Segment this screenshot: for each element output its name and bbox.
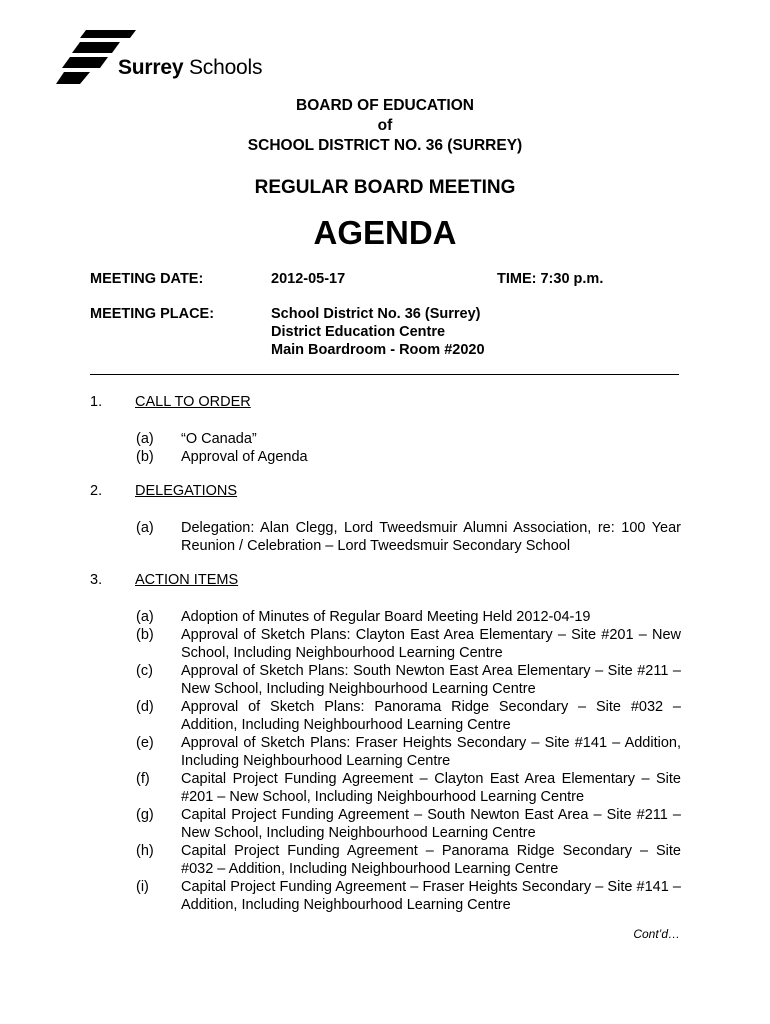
agenda-title: AGENDA [313,214,457,251]
agenda-item [136,662,681,698]
item-text: Capital Project Funding Agreement – Fraser Heights Secondary – Site #141 – Addition, Including Neighbourhood Learning Centre [181,879,681,913]
item-text: Approval of Sketch Plans: Fraser Heights Secondary – Site #141 – Addition, Including Neighbourhood Learning Centre [181,735,681,769]
section-3-items [136,608,681,914]
item-letter: (h) [136,843,154,859]
place-line: Main Boardroom - Room #2020 [271,342,485,358]
item-text: Approval of Sketch Plans: South Newton East Area Elementary – Site #211 – New School, Including Neighbourhood Learning Centre [181,663,681,697]
item-text: Capital Project Funding Agreement – South Newton East Area – Site #211 – New School, Including Neighbourhood Learning Centre [181,807,681,841]
divider [90,374,679,375]
item-letter: (b) [136,449,154,465]
meeting-time: TIME: 7:30 p.m. [497,271,604,287]
item-letter: (i) [136,879,149,895]
item-text: Adoption of Minutes of Regular Board Meeting Held 2012-04-19 [181,609,591,625]
item-text: Delegation: Alan Clegg, Lord Tweedsmuir Alumni Association, re: 100 Year Reunion / Celebration – Lord Tweedsmuir Secondary School [181,520,681,554]
section-title: CALL TO ORDER [135,394,251,410]
item-letter: (a) [136,431,154,447]
continued-note: Cont’d… [633,927,680,941]
agenda-item [136,770,681,806]
item-text: “O Canada” [181,431,257,447]
logo-word-schools: Schools [188,56,263,79]
place-line: District Education Centre [271,324,446,340]
agenda-item [136,734,681,770]
agenda-item [136,626,681,662]
section-number: 3. [90,572,103,588]
item-text: Capital Project Funding Agreement – Panorama Ridge Secondary – Site #032 – Addition, Including Neighbourhood Learning Centre [181,843,681,877]
surrey-schools-logo [56,30,296,88]
item-text: Approval of Sketch Plans: Clayton East Area Elementary – Site #201 – New School, Including Neighbourhood Learning Centre [181,627,681,661]
item-letter: (b) [136,627,154,643]
item-text: Approval of Agenda [181,449,308,465]
item-text: Capital Project Funding Agreement – Clayton East Area Elementary – Site #201 – New School, Including Neighbourhood Learning Centre [181,771,681,805]
place-line: School District No. 36 (Surrey) [271,306,481,322]
item-letter: (e) [136,735,154,751]
header-line-3: SCHOOL DISTRICT NO. 36 (SURREY) [247,137,523,154]
agenda-item [136,878,681,914]
item-text: Approval of Sketch Plans: Panorama Ridge Secondary – Site #032 – Addition, Including Neighbourhood Learning Centre [181,699,681,733]
agenda-item [136,842,681,878]
agenda-item [136,448,681,466]
meeting-place-value [271,305,485,359]
agenda-item [136,806,681,842]
logo-wordmark [118,56,262,80]
section-title: ACTION ITEMS [135,572,239,588]
item-letter: (f) [136,771,150,787]
item-letter: (c) [136,663,153,679]
agenda-item [136,519,681,555]
section-1-items [136,430,681,466]
section-number: 1. [90,394,103,410]
header-line-1: BOARD OF EDUCATION [296,97,474,114]
item-letter: (d) [136,699,154,715]
logo-word-surrey: Surrey [118,56,184,79]
meeting-date-label: MEETING DATE: [90,271,204,287]
meeting-date-value: 2012-05-17 [271,271,346,287]
item-letter: (a) [136,520,154,536]
board-header [0,96,770,156]
meeting-place-label: MEETING PLACE: [90,306,215,322]
meeting-type-heading: REGULAR BOARD MEETING [254,177,516,198]
agenda-item [136,608,681,626]
item-letter: (g) [136,807,154,823]
agenda-item [136,698,681,734]
header-line-2: of [377,117,393,134]
section-title: DELEGATIONS [135,483,238,499]
section-number: 2. [90,483,103,499]
item-letter: (a) [136,609,154,625]
section-2-items [136,519,681,555]
agenda-item [136,430,681,448]
